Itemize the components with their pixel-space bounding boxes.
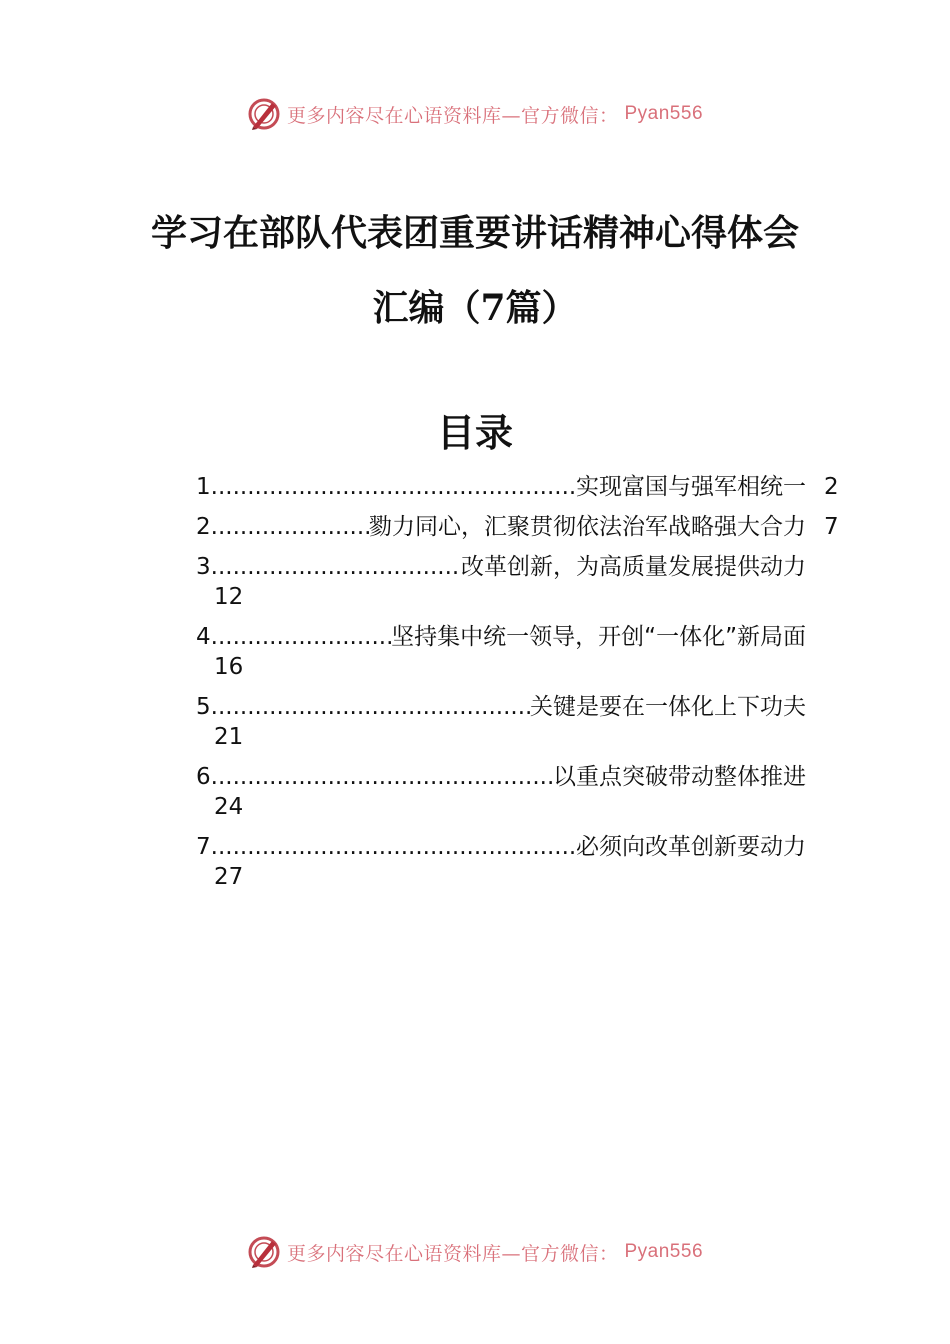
pen-logo-icon xyxy=(247,1235,281,1269)
toc-leader-dots xyxy=(211,472,576,502)
toc-entry-number: 6 xyxy=(196,764,211,790)
footer-watermark xyxy=(0,1232,950,1272)
toc-entry-title: 坚持集中统一领导，开创“一体化”新局面 xyxy=(391,624,806,650)
toc-leader-dots xyxy=(211,512,369,542)
toc-entry-page: 24 xyxy=(214,794,244,820)
toc-entry-page: 2 xyxy=(824,474,839,500)
table-of-contents xyxy=(196,472,846,902)
toc-entry[interactable] xyxy=(196,692,846,762)
toc-entry-number: 3 xyxy=(196,554,211,580)
toc-entry-number: 2 xyxy=(196,514,211,540)
watermark-wechat-id: Pyan556 xyxy=(624,1241,704,1262)
toc-leader-dots xyxy=(211,622,392,652)
toc-entry-page: 21 xyxy=(214,724,244,750)
toc-leader-dots xyxy=(211,762,553,792)
toc-entry-number: 5 xyxy=(196,694,211,720)
toc-entry-title: 必须向改革创新要动力 xyxy=(576,834,806,860)
toc-heading: 目录 xyxy=(436,410,513,455)
watermark-text: 更多内容尽在心语资料库—官方微信： xyxy=(286,1242,619,1265)
toc-entry[interactable] xyxy=(196,472,846,512)
toc-leader-dots xyxy=(211,832,576,862)
toc-entry[interactable] xyxy=(196,622,846,692)
document-title-line1: 学习在部队代表团重要讲话精神心得体会 xyxy=(150,212,799,254)
toc-entry-page: 27 xyxy=(214,864,244,890)
toc-entry-number: 4 xyxy=(196,624,211,650)
watermark-text: 更多内容尽在心语资料库—官方微信： xyxy=(286,104,619,127)
toc-entry-title: 实现富国与强军相统一 xyxy=(576,474,806,500)
toc-entry[interactable] xyxy=(196,512,846,552)
toc-entry-title: 勠力同心，汇聚贯彻依法治军战略强大合力 xyxy=(369,514,806,540)
toc-entry-number: 1 xyxy=(196,474,211,500)
toc-entry[interactable] xyxy=(196,762,846,832)
toc-leader-dots xyxy=(211,692,530,722)
header-watermark xyxy=(0,94,950,134)
toc-entry-page: 16 xyxy=(214,654,244,680)
toc-entry[interactable] xyxy=(196,552,846,622)
toc-entry-title: 以重点突破带动整体推进 xyxy=(553,764,806,790)
pen-logo-icon xyxy=(247,97,281,131)
toc-entry-page: 12 xyxy=(214,584,244,610)
toc-entry-number: 7 xyxy=(196,834,211,860)
toc-entry-page: 7 xyxy=(824,514,839,540)
toc-leader-dots xyxy=(211,552,461,582)
toc-entry[interactable] xyxy=(196,832,846,902)
document-title-line2: 汇编（7篇） xyxy=(372,287,578,329)
watermark-wechat-id: Pyan556 xyxy=(624,103,704,124)
toc-entry-title: 关键是要在一体化上下功夫 xyxy=(530,694,806,720)
toc-entry-title: 改革创新，为高质量发展提供动力 xyxy=(461,554,806,580)
